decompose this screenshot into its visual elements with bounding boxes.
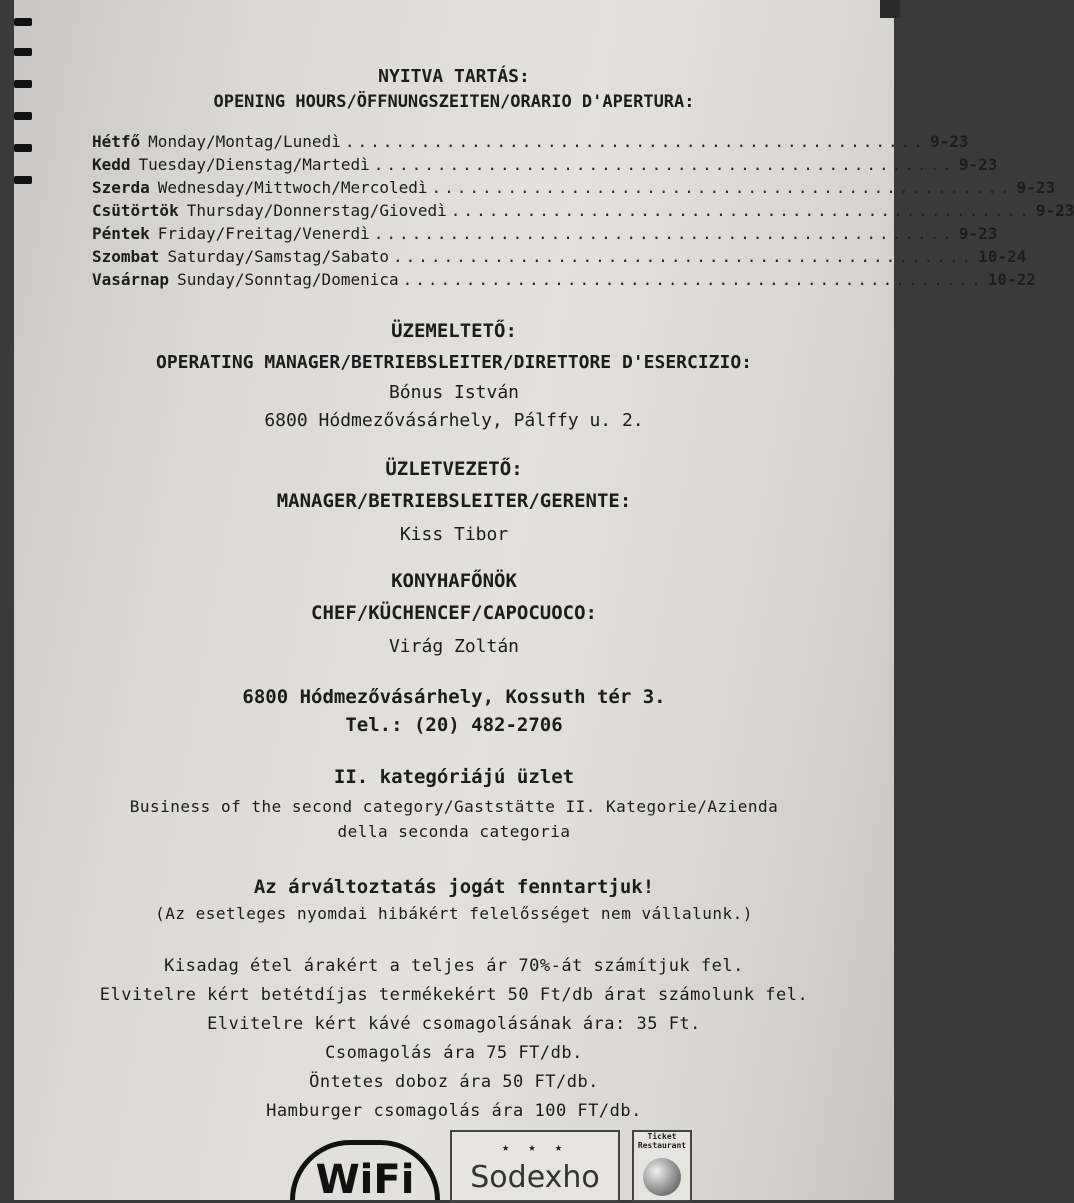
hours-row: Hétfő Monday/Montag/Lunedì .............................................. 9-23 — [92, 132, 969, 151]
globe-icon — [643, 1158, 681, 1196]
hours-subtitle: OPENING HOURS/ÖFFNUNGSZEITEN/ORARIO D'APERTURA: — [213, 92, 695, 112]
sodexho-logo-text: Sodexho — [470, 1160, 600, 1195]
price-change-notice: Az árváltoztatás jogát fenntartjuk! — [253, 876, 655, 898]
wifi-logo-text: WiFi — [315, 1157, 415, 1203]
hours-row: Kedd Tuesday/Dienstag/Martedì .............................................. 9-23 — [92, 155, 998, 174]
page-corner-shadow — [880, 0, 900, 18]
pricing-line: Hamburger csomagolás ára 100 FT/db. — [266, 1101, 642, 1121]
pricing-line: Elvitelre kért betétdíjas termékekért 50 Ft/db árat számolunk fel. — [99, 985, 809, 1005]
wifi-logo — [290, 1140, 440, 1203]
ticket-restaurant-logo — [632, 1130, 692, 1202]
hours-row: Vasárnap Sunday/Sonntag/Domenica .............................................. 10-22 — [92, 270, 1036, 289]
category-line-1: Business of the second category/Gaststätte II. Kategorie/Azienda — [129, 797, 779, 816]
hours-row: Csütörtök Thursday/Donnerstag/Giovedì .............................................. 9-23 — [92, 201, 1074, 220]
operator-name: Bónus István — [388, 382, 520, 403]
stars-icon: ★ ★ ★ — [501, 1140, 569, 1154]
hours-row: Péntek Friday/Freitag/Venerdì .............................................. 9-23 — [92, 224, 998, 243]
venue-phone: Tel.: (20) 482-2706 — [345, 714, 563, 736]
manager-name: Kiss Tibor — [399, 524, 509, 545]
pricing-line: Öntetes doboz ára 50 FT/db. — [309, 1072, 599, 1092]
category-line-2: della seconda categoria — [337, 822, 571, 841]
chef-title: KONYHAFŐNÖK — [391, 570, 517, 592]
sodexho-logo — [450, 1130, 620, 1202]
hours-row: Szerda Wednesday/Mittwoch/Mercoledì .............................................. 9-23 — [92, 178, 1056, 197]
operator-address: 6800 Hódmezővásárhely, Pálffy u. 2. — [264, 410, 644, 431]
operator-title: ÜZEMELTETŐ: — [391, 320, 517, 342]
category-title: II. kategóriájú üzlet — [333, 766, 575, 788]
menu-page — [14, 0, 1074, 1203]
venue-address: 6800 Hódmezővásárhely, Kossuth tér 3. — [242, 686, 666, 708]
operator-subtitle: OPERATING MANAGER/BETRIEBSLEITER/DIRETTORE D'ESERCIZIO: — [155, 352, 753, 373]
pricing-line: Elvitelre kért kávé csomagolásának ára: 35 Ft. — [207, 1014, 701, 1034]
hours-title: NYITVA TARTÁS: — [378, 66, 530, 87]
pricing-line: Kisadag étel árakért a teljes ár 70%-át számítjuk fel. — [164, 956, 744, 976]
opening-hours-list — [92, 132, 1074, 293]
ticket-logo-text: Ticket Restaurant — [637, 1132, 687, 1150]
manager-subtitle: MANAGER/BETRIEBSLEITER/GERENTE: — [276, 490, 632, 512]
hours-row: Szombat Saturday/Samstag/Sabato .............................................. 10-24 — [92, 247, 1027, 266]
misprint-disclaimer: (Az esetleges nyomdai hibákért felelősséget nem vállalunk.) — [155, 904, 753, 923]
chef-name: Virág Zoltán — [388, 636, 520, 657]
manager-title: ÜZLETVEZETŐ: — [385, 458, 523, 480]
pricing-line: Csomagolás ára 75 FT/db. — [325, 1043, 583, 1063]
chef-subtitle: CHEF/KÜCHENCEF/CAPOCUOCO: — [311, 602, 597, 624]
